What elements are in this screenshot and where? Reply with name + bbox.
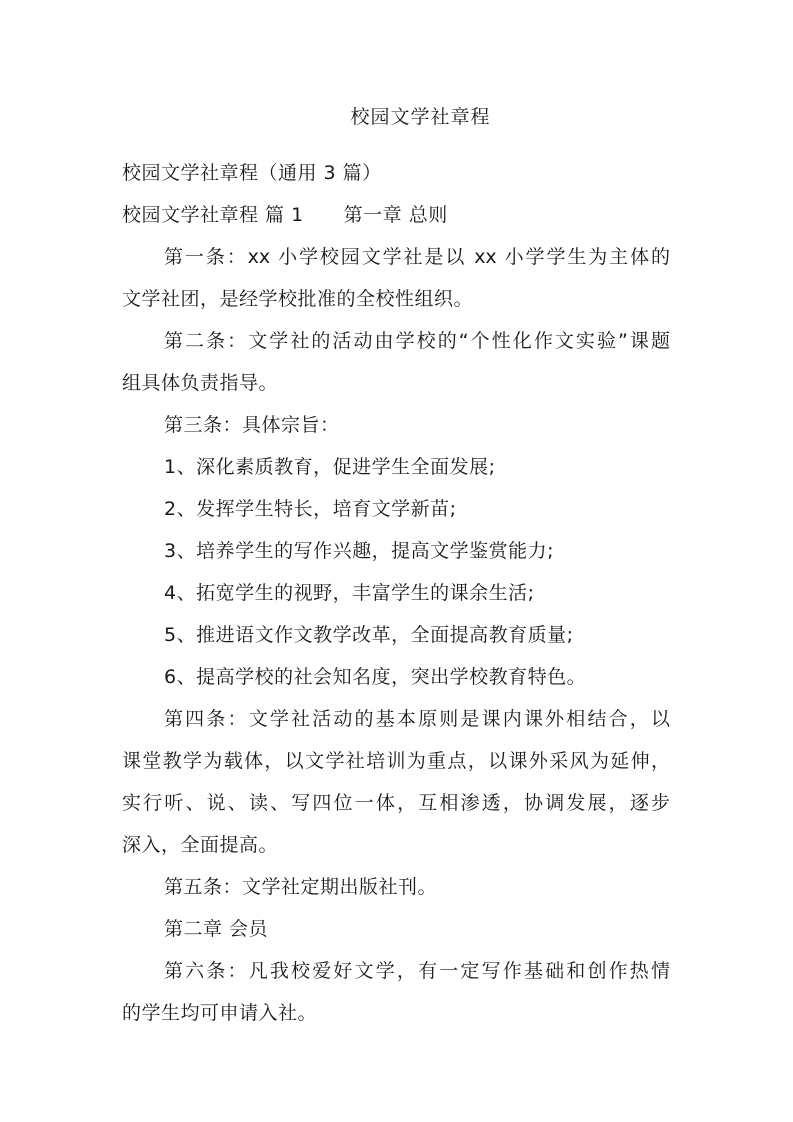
article1-line2: 文学社团，是经学校批准的全校性组织。 (122, 288, 474, 310)
aim-item-3: 3、培养学生的写作兴趣，提高文学鉴赏能力; (164, 540, 554, 562)
aim-item-4: 4、拓宽学生的视野，丰富学生的课余生活; (164, 582, 535, 604)
article6-line1: 第六条：凡我校爱好文学，有一定写作基础和创作热情 (164, 960, 670, 982)
aim-item-6: 6、提高学校的社会知名度，突出学校教育特色。 (164, 666, 587, 688)
article4-line2: 课堂教学为载体，以文学社培训为重点，以课外采风为延伸， (122, 750, 670, 772)
aim-item-5: 5、推进语文作文教学改革，全面提高教育质量; (164, 624, 574, 646)
article1-line1: 第一条：xx 小学校园文学社是以 xx 小学学生为主体的 (164, 246, 670, 268)
section-heading-left: 校园文学社章程 篇 1 (122, 204, 304, 226)
aim-item-1: 1、深化素质教育，促进学生全面发展; (164, 456, 496, 478)
article3: 第三条：具体宗旨： (164, 414, 340, 436)
article5: 第五条：文学社定期出版社刊。 (164, 876, 438, 898)
aim-item-2: 2、发挥学生特长，培育文学新苗; (164, 498, 457, 520)
chapter1-heading: 第一章 总则 (343, 204, 448, 226)
article6-line2: 的学生均可申请入社。 (122, 1002, 318, 1024)
chapter2-heading: 第二章 会员 (164, 918, 269, 940)
document-title: 校园文学社章程 (350, 106, 491, 128)
article4-line3: 实行听、说、读、写四位一体，互相渗透，协调发展，逐步 (122, 792, 670, 814)
article4-line4: 深入，全面提高。 (122, 834, 279, 856)
article2-line1: 第二条：文学社的活动由学校的“个性化作文实验”课题 (164, 330, 670, 352)
document-subtitle: 校园文学社章程（通用 3 篇） (122, 162, 382, 184)
article4-line1: 第四条：文学社活动的基本原则是课内课外相结合，以 (164, 708, 670, 730)
article2-line2: 组具体负责指导。 (122, 372, 279, 394)
section-heading (122, 202, 448, 228)
